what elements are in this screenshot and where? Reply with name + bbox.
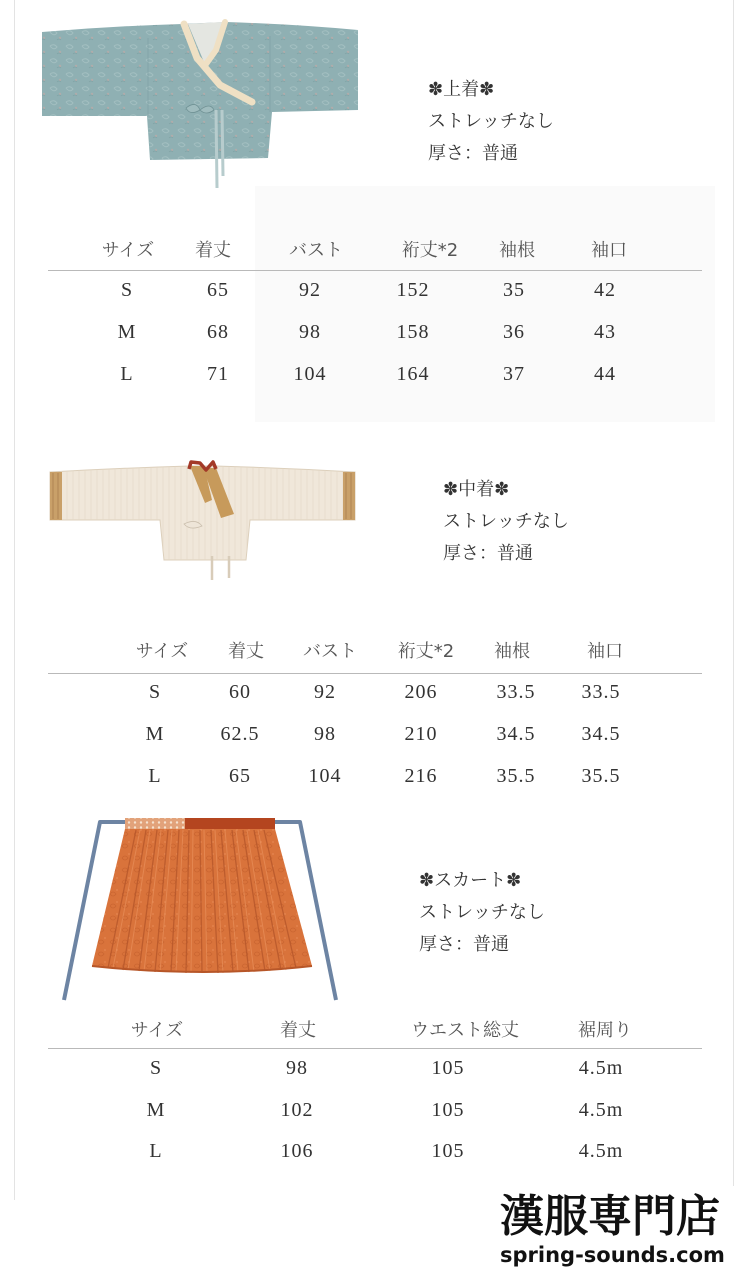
- table-row: [0, 1139, 744, 1163]
- stretch-info: ストレッチなし: [428, 111, 554, 132]
- table-cell: 44: [594, 363, 616, 385]
- table-cell: 35.5: [496, 765, 536, 787]
- table-cell: 71: [207, 363, 229, 385]
- table-cell: M: [146, 1099, 166, 1121]
- table-cell: M: [117, 321, 137, 343]
- table-cell: 62.5: [220, 723, 260, 745]
- table-header-rule: [48, 673, 702, 674]
- table-cell: 92: [314, 681, 336, 703]
- table-cell: 34.5: [581, 723, 621, 745]
- table-header-row: [0, 640, 744, 664]
- stretch-info: ストレッチなし: [443, 511, 569, 532]
- table-cell: 33.5: [496, 681, 536, 703]
- table-header-cell: バスト: [289, 240, 343, 261]
- table-cell: 105: [431, 1140, 465, 1162]
- table-cell: 98: [299, 321, 321, 343]
- table-cell: S: [120, 279, 134, 301]
- shop-url: spring-sounds.com: [500, 1243, 725, 1267]
- table-header-cell: サイズ: [130, 1020, 184, 1041]
- table-cell: 98: [286, 1057, 308, 1079]
- table-header-rule: [48, 270, 702, 271]
- shop-logo: [492, 1186, 744, 1274]
- background-panel: [255, 186, 715, 422]
- table-cell: S: [149, 1057, 163, 1079]
- table-cell: 105: [431, 1099, 465, 1121]
- table-header-cell: サイズ: [135, 641, 189, 662]
- garment-title: ✽中着✽: [443, 479, 510, 500]
- upper-jacket-spec: [428, 74, 554, 170]
- table-cell: 4.5m: [578, 1057, 624, 1079]
- table-header-row: [0, 1019, 744, 1043]
- table-header-rule: [48, 1048, 702, 1049]
- table-header-cell: 着丈: [195, 240, 231, 261]
- table-header-cell: 袖根: [499, 240, 535, 261]
- table-header-cell: 裄丈*2: [401, 240, 459, 261]
- table-header-row: [0, 239, 744, 263]
- middle-garment-image: [48, 458, 358, 584]
- table-cell: 34.5: [496, 723, 536, 745]
- table-cell: 65: [229, 765, 251, 787]
- table-header-cell: バスト: [303, 641, 357, 662]
- table-cell: 68: [207, 321, 229, 343]
- table-cell: 216: [404, 765, 438, 787]
- table-cell: 4.5m: [578, 1140, 624, 1162]
- table-cell: L: [149, 1140, 163, 1162]
- table-cell: 210: [404, 723, 438, 745]
- table-cell: 104: [293, 363, 327, 385]
- table-cell: 105: [431, 1057, 465, 1079]
- table-cell: 35: [503, 279, 525, 301]
- garment-title: ✽上着✽: [428, 79, 495, 100]
- thickness-info: 厚さ：普通: [443, 543, 533, 564]
- table-header-cell: 着丈: [228, 641, 264, 662]
- table-header-cell: サイズ: [101, 240, 155, 261]
- thickness-info: 厚さ：普通: [428, 143, 518, 164]
- table-row: [0, 1098, 744, 1122]
- garment-title: ✽スカート✽: [419, 870, 522, 891]
- table-cell: 98: [314, 723, 336, 745]
- thickness-info: 厚さ：普通: [419, 934, 509, 955]
- table-cell: S: [148, 681, 162, 703]
- stretch-info: ストレッチなし: [419, 902, 545, 923]
- table-cell: 42: [594, 279, 616, 301]
- table-cell: 206: [404, 681, 438, 703]
- table-row: [0, 764, 744, 788]
- shop-name: 漢服専門店: [500, 1191, 720, 1242]
- table-cell: L: [148, 765, 162, 787]
- table-cell: 33.5: [581, 681, 621, 703]
- table-header-cell: 袖根: [494, 641, 530, 662]
- table-row: [0, 320, 744, 344]
- table-row: [0, 278, 744, 302]
- table-cell: M: [145, 723, 165, 745]
- table-row: [0, 1056, 744, 1080]
- table-header-cell: 裄丈*2: [397, 641, 455, 662]
- skirt-image: [60, 816, 342, 1004]
- table-cell: 158: [396, 321, 430, 343]
- table-header-cell: ウエスト総丈: [411, 1020, 519, 1041]
- table-cell: 37: [503, 363, 525, 385]
- table-cell: 102: [280, 1099, 314, 1121]
- table-cell: 92: [299, 279, 321, 301]
- table-cell: 164: [396, 363, 430, 385]
- table-cell: 36: [503, 321, 525, 343]
- table-cell: 65: [207, 279, 229, 301]
- skirt-body: [92, 829, 312, 973]
- table-header-cell: 袖口: [587, 641, 623, 662]
- table-row: [0, 722, 744, 746]
- table-cell: 104: [308, 765, 342, 787]
- table-cell: 106: [280, 1140, 314, 1162]
- skirt-spec: [419, 865, 545, 961]
- table-cell: L: [120, 363, 134, 385]
- table-cell: 35.5: [581, 765, 621, 787]
- upper-jacket-image: [40, 18, 362, 193]
- table-cell: 4.5m: [578, 1099, 624, 1121]
- skirt-waistband: [125, 818, 275, 829]
- table-header-cell: 着丈: [280, 1020, 316, 1041]
- table-cell: 43: [594, 321, 616, 343]
- table-header-cell: 裾周り: [578, 1020, 632, 1041]
- table-header-cell: 袖口: [591, 240, 627, 261]
- table-cell: 152: [396, 279, 430, 301]
- table-row: [0, 680, 744, 704]
- table-row: [0, 362, 744, 386]
- table-cell: 60: [229, 681, 251, 703]
- middle-garment-spec: [443, 474, 569, 570]
